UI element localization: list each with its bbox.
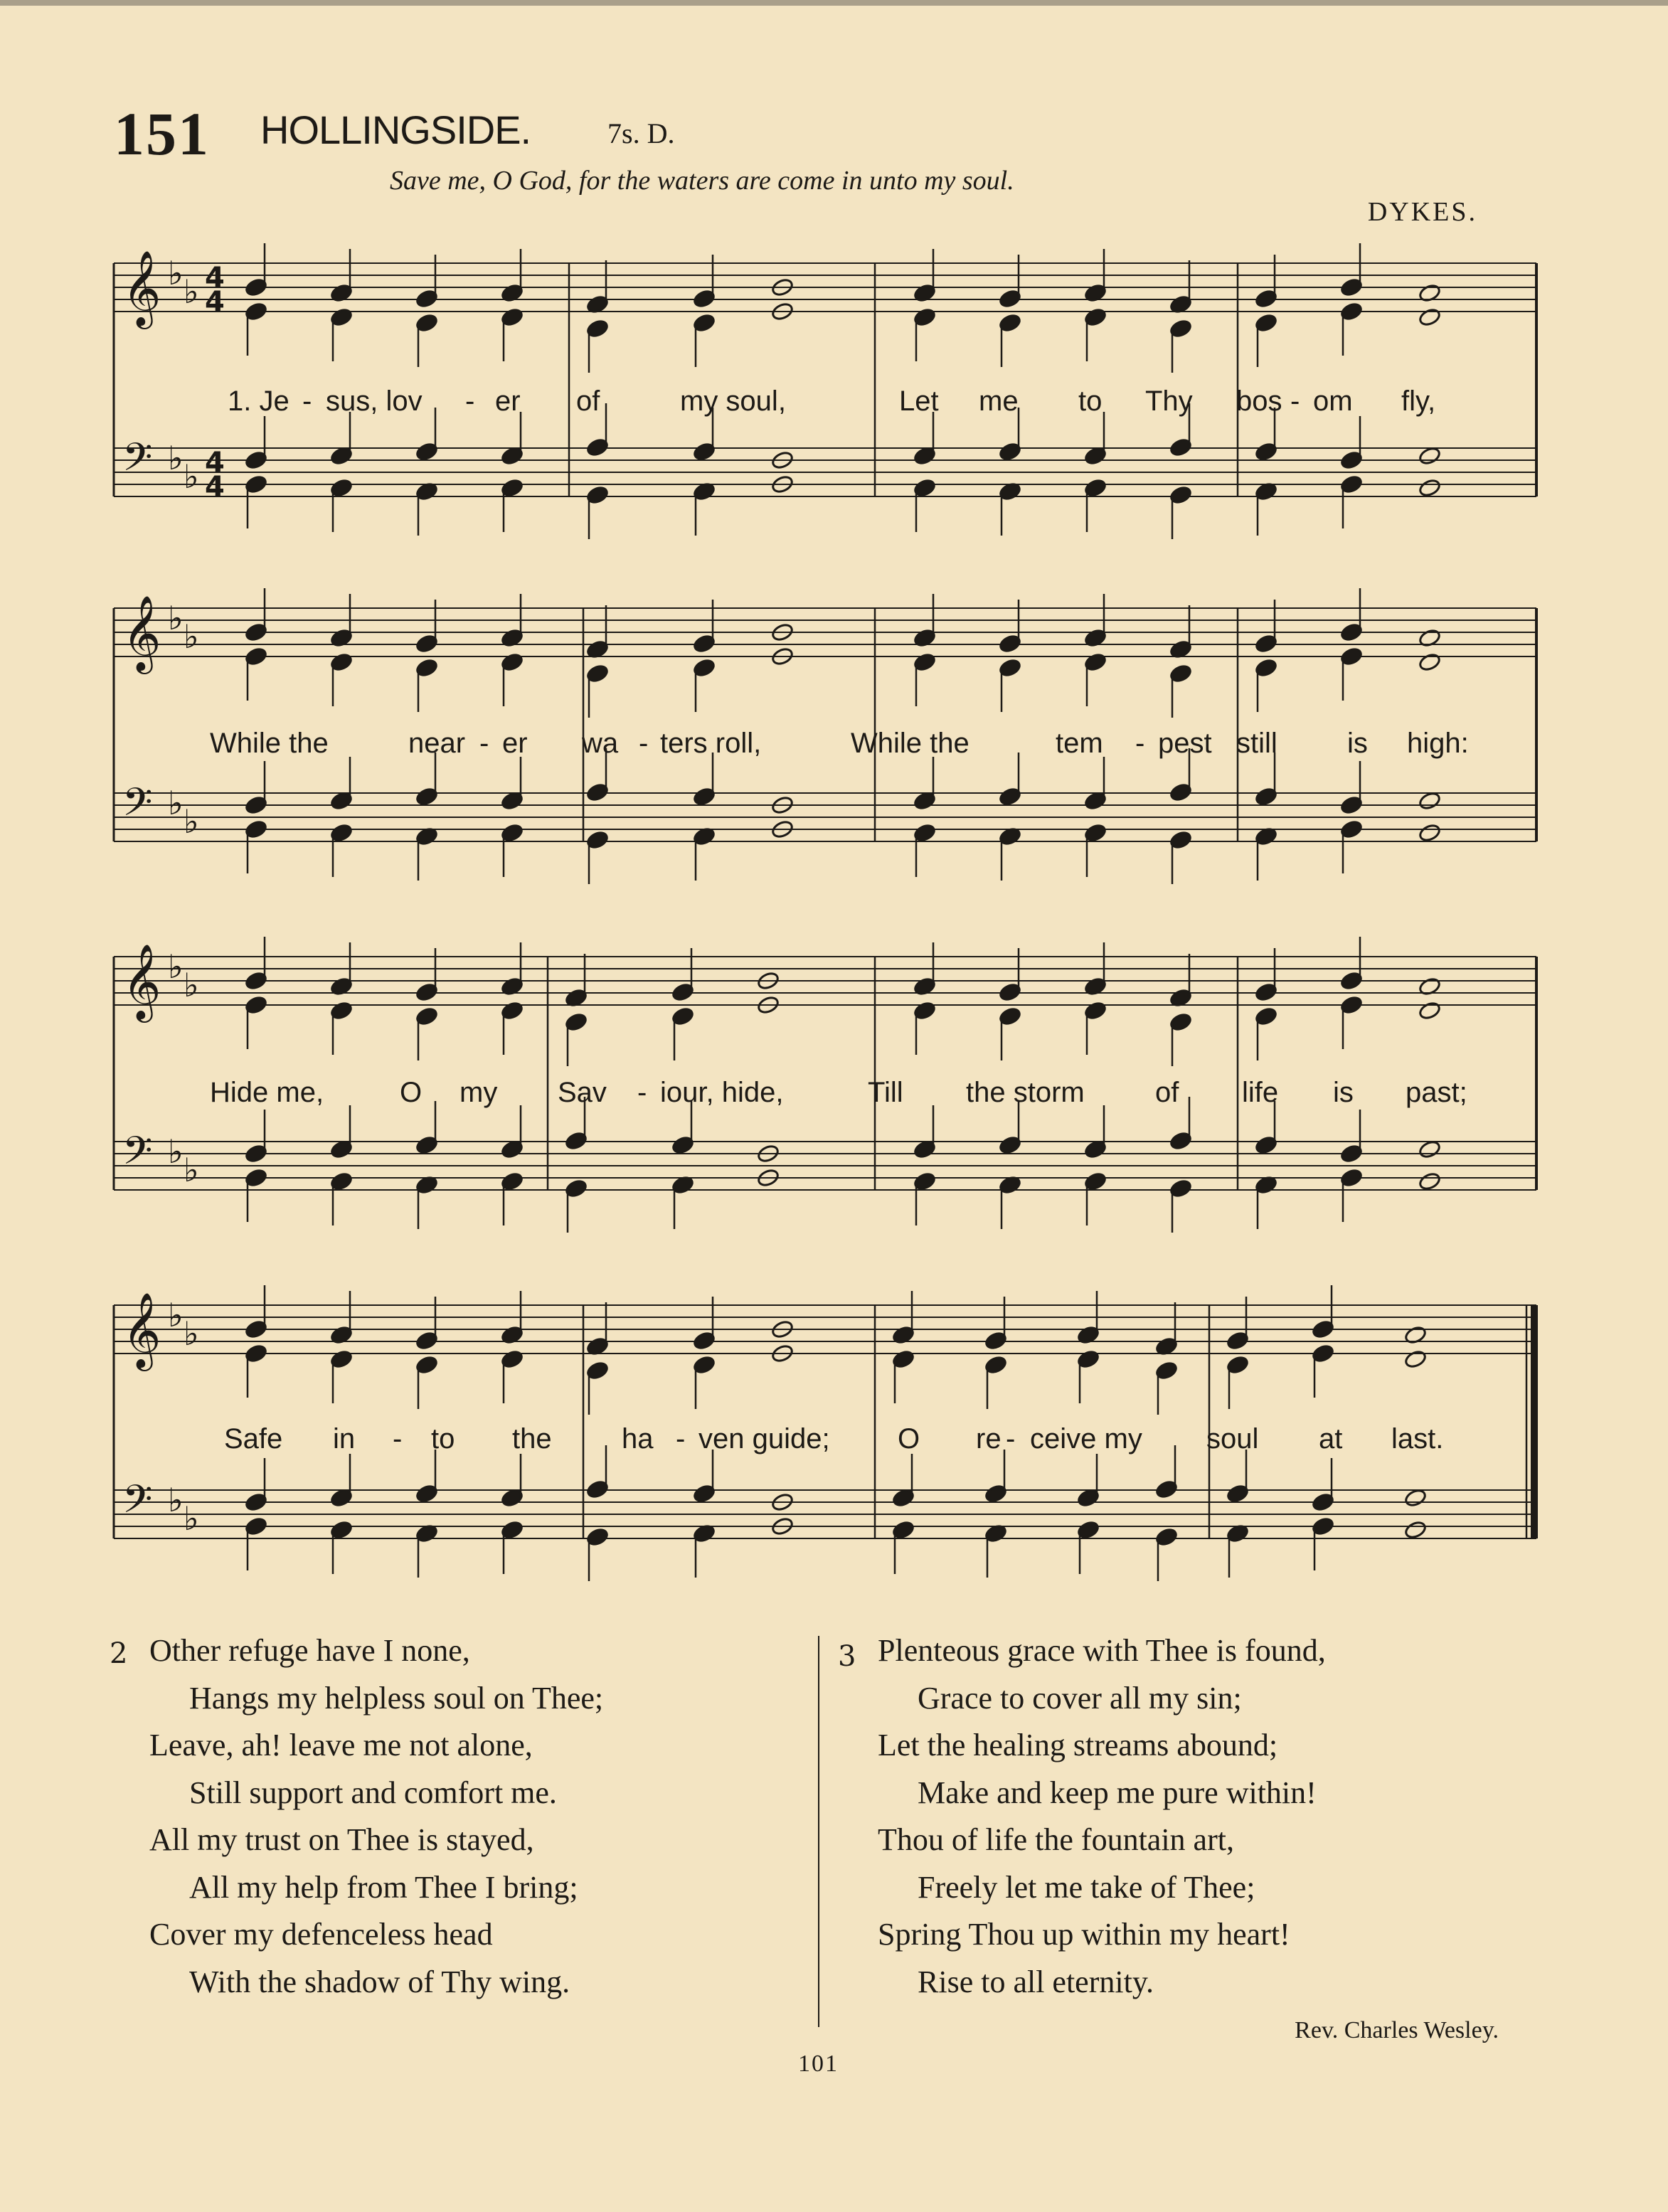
lyric-syllable: high: <box>1407 728 1469 759</box>
note-head <box>1418 823 1442 843</box>
music-system-2 <box>107 587 1544 893</box>
lyric-syllable: - <box>1006 1423 1016 1455</box>
verse-line: Plenteous grace with Thee is found, <box>878 1633 1326 1668</box>
lyric-syllable: - <box>637 1077 647 1108</box>
lyric-syllable: still <box>1236 728 1277 759</box>
lyric-syllable: While the <box>851 728 970 759</box>
bass-clef-icon: 𝄢 <box>122 780 153 834</box>
lyric-syllable: bos <box>1236 385 1282 417</box>
author-credit: Rev. Charles Wesley. <box>1295 2017 1499 2043</box>
lyric-syllable: Safe <box>224 1423 283 1455</box>
bass-clef-icon: 𝄢 <box>122 435 153 489</box>
lyric-syllable: O <box>898 1423 920 1455</box>
note-head <box>1418 307 1442 327</box>
lyric-syllable: ceive my <box>1030 1423 1142 1455</box>
hymn-number: 151 <box>114 100 210 168</box>
lyric-syllable: last. <box>1391 1423 1444 1455</box>
flat-icon: ♭ <box>168 1296 184 1334</box>
lyric-syllable: 1. Je <box>228 385 289 417</box>
lyric-syllable: sus, lov <box>326 385 423 417</box>
verse-line: With the shadow of Thy wing. <box>189 1964 570 1999</box>
note-head <box>1418 1001 1442 1021</box>
lyric-syllable: - <box>302 385 312 417</box>
lyric-syllable: ven guide; <box>698 1423 830 1455</box>
flat-icon: ♭ <box>168 784 184 822</box>
treble-clef-icon: 𝄞 <box>122 943 161 1019</box>
flat-icon: ♭ <box>168 947 184 986</box>
lyric-syllable: past; <box>1406 1077 1467 1108</box>
lyric-syllable: Till <box>868 1077 903 1108</box>
bass-clef-icon: 𝄢 <box>122 1128 153 1183</box>
music-system-1 <box>107 242 1544 548</box>
flat-icon: ♭ <box>184 1499 199 1538</box>
lyric-syllable: iour, hide, <box>660 1077 784 1108</box>
epigraph: Save me, O God, for the waters are come in unto my soul. <box>390 166 1014 196</box>
note-head <box>1418 446 1442 466</box>
verse-line: Grace to cover all my sin; <box>918 1680 1242 1716</box>
page-edge <box>0 0 1668 6</box>
flat-icon: ♭ <box>184 617 199 656</box>
verse-line: Freely let me take of Thee; <box>918 1869 1255 1905</box>
time-signature: 4 <box>205 447 225 479</box>
flat-icon: ♭ <box>168 599 184 637</box>
verse-number: 2 <box>110 1637 128 1670</box>
lyric-syllable: is <box>1347 728 1368 759</box>
verse-line: Let the healing streams abound; <box>878 1728 1278 1762</box>
verse-line: All my trust on Thee is stayed, <box>149 1822 534 1857</box>
tune-name: HOLLINGSIDE. <box>260 107 531 152</box>
verse-line: Other refuge have I none, <box>149 1633 470 1668</box>
lyric-syllable: - <box>1135 728 1145 759</box>
bass-clef-icon: 𝄢 <box>122 1477 153 1531</box>
lyric-syllable: at <box>1319 1423 1343 1455</box>
lyric-syllable: - <box>1290 385 1300 417</box>
note-head <box>1418 1139 1442 1159</box>
lyric-syllable: - <box>676 1423 686 1455</box>
lyric-syllable: While the <box>210 728 329 759</box>
verse-line: Spring Thou up within my heart! <box>878 1917 1290 1952</box>
lyric-syllable: pest <box>1158 728 1212 759</box>
lyric-syllable: Thy <box>1145 385 1193 417</box>
flat-icon: ♭ <box>168 254 184 292</box>
treble-clef-icon: 𝄞 <box>122 595 161 671</box>
lyric-syllable: life <box>1242 1077 1279 1108</box>
lyric-syllable: er <box>502 728 528 759</box>
note-head <box>1418 1171 1442 1191</box>
lyric-syllable: Let <box>899 385 939 417</box>
lyric-syllable: re <box>976 1423 1002 1455</box>
flat-icon: ♭ <box>168 1481 184 1519</box>
flat-icon: ♭ <box>184 272 199 311</box>
verse-line: All my help from Thee I bring; <box>189 1869 578 1905</box>
lyric-syllable: ha <box>622 1423 654 1455</box>
note-head <box>1404 1488 1428 1508</box>
verse-line: Cover my defenceless head <box>149 1917 493 1952</box>
note-head <box>1418 478 1442 498</box>
meter: 7s. D. <box>607 117 675 149</box>
flat-icon: ♭ <box>184 1151 199 1189</box>
verse-line: Leave, ah! leave me not alone, <box>149 1728 533 1762</box>
lyric-syllable: the <box>512 1423 552 1455</box>
lyric-syllable: of <box>1155 1077 1179 1108</box>
time-signature: 4 <box>205 262 225 294</box>
flat-icon: ♭ <box>184 802 199 841</box>
page-number: 101 <box>798 2051 839 2077</box>
flat-icon: ♭ <box>168 439 184 477</box>
lyric-syllable: tem <box>1056 728 1103 759</box>
verse-line: Still support and comfort me. <box>189 1775 557 1810</box>
flat-icon: ♭ <box>184 1314 199 1353</box>
verse-line: Thou of life the fountain art, <box>878 1822 1234 1857</box>
note-head <box>1404 1349 1428 1369</box>
lyric-syllable: - <box>479 728 489 759</box>
verse-line: Make and keep me pure within! <box>918 1775 1317 1810</box>
verse-number: 3 <box>838 1640 856 1673</box>
time-signature: 4 <box>205 471 225 504</box>
lyric-syllable: soul <box>1206 1423 1259 1455</box>
lyric-syllable: of <box>576 385 600 417</box>
note-head <box>1418 652 1442 672</box>
lyric-syllable: ters roll, <box>660 728 762 759</box>
lyric-syllable: my soul, <box>680 385 786 417</box>
flat-icon: ♭ <box>184 457 199 496</box>
composer: DYKES. <box>1367 197 1477 227</box>
lyric-syllable: the storm <box>966 1077 1085 1108</box>
flat-icon: ♭ <box>184 966 199 1004</box>
lyric-syllable: my <box>460 1077 498 1108</box>
music-system-4 <box>107 1284 1544 1590</box>
lyric-syllable: is <box>1333 1077 1354 1108</box>
lyric-syllable: wa <box>582 728 619 759</box>
column-divider <box>818 1636 819 2027</box>
flat-icon: ♭ <box>168 1132 184 1171</box>
lyric-syllable: to <box>431 1423 455 1455</box>
lyric-syllable: Sav <box>558 1077 607 1108</box>
time-signature: 4 <box>205 286 225 319</box>
lyric-syllable: me <box>979 385 1019 417</box>
verse-line: Rise to all eternity. <box>918 1964 1154 1999</box>
lyric-syllable: in <box>333 1423 356 1455</box>
treble-clef-icon: 𝄞 <box>122 250 161 326</box>
treble-clef-icon: 𝄞 <box>122 1292 161 1368</box>
verse-line: Hangs my helpless soul on Thee; <box>189 1680 604 1716</box>
verse-2-text <box>149 1627 603 2006</box>
verse-3-text <box>878 1627 1326 2006</box>
lyric-syllable: Hide me, <box>210 1077 324 1108</box>
lyric-syllable: er <box>495 385 521 417</box>
lyric-syllable: fly, <box>1401 385 1436 417</box>
lyric-syllable: - <box>393 1423 403 1455</box>
lyric-syllable: to <box>1078 385 1103 417</box>
lyric-syllable: O <box>400 1077 423 1108</box>
lyric-syllable: om <box>1313 385 1353 417</box>
lyric-syllable: - <box>639 728 649 759</box>
lyric-syllable: near <box>408 728 466 759</box>
note-head <box>1404 1520 1428 1540</box>
note-head <box>1418 791 1442 811</box>
lyric-syllable: - <box>465 385 475 417</box>
music-system-3 <box>107 935 1544 1241</box>
